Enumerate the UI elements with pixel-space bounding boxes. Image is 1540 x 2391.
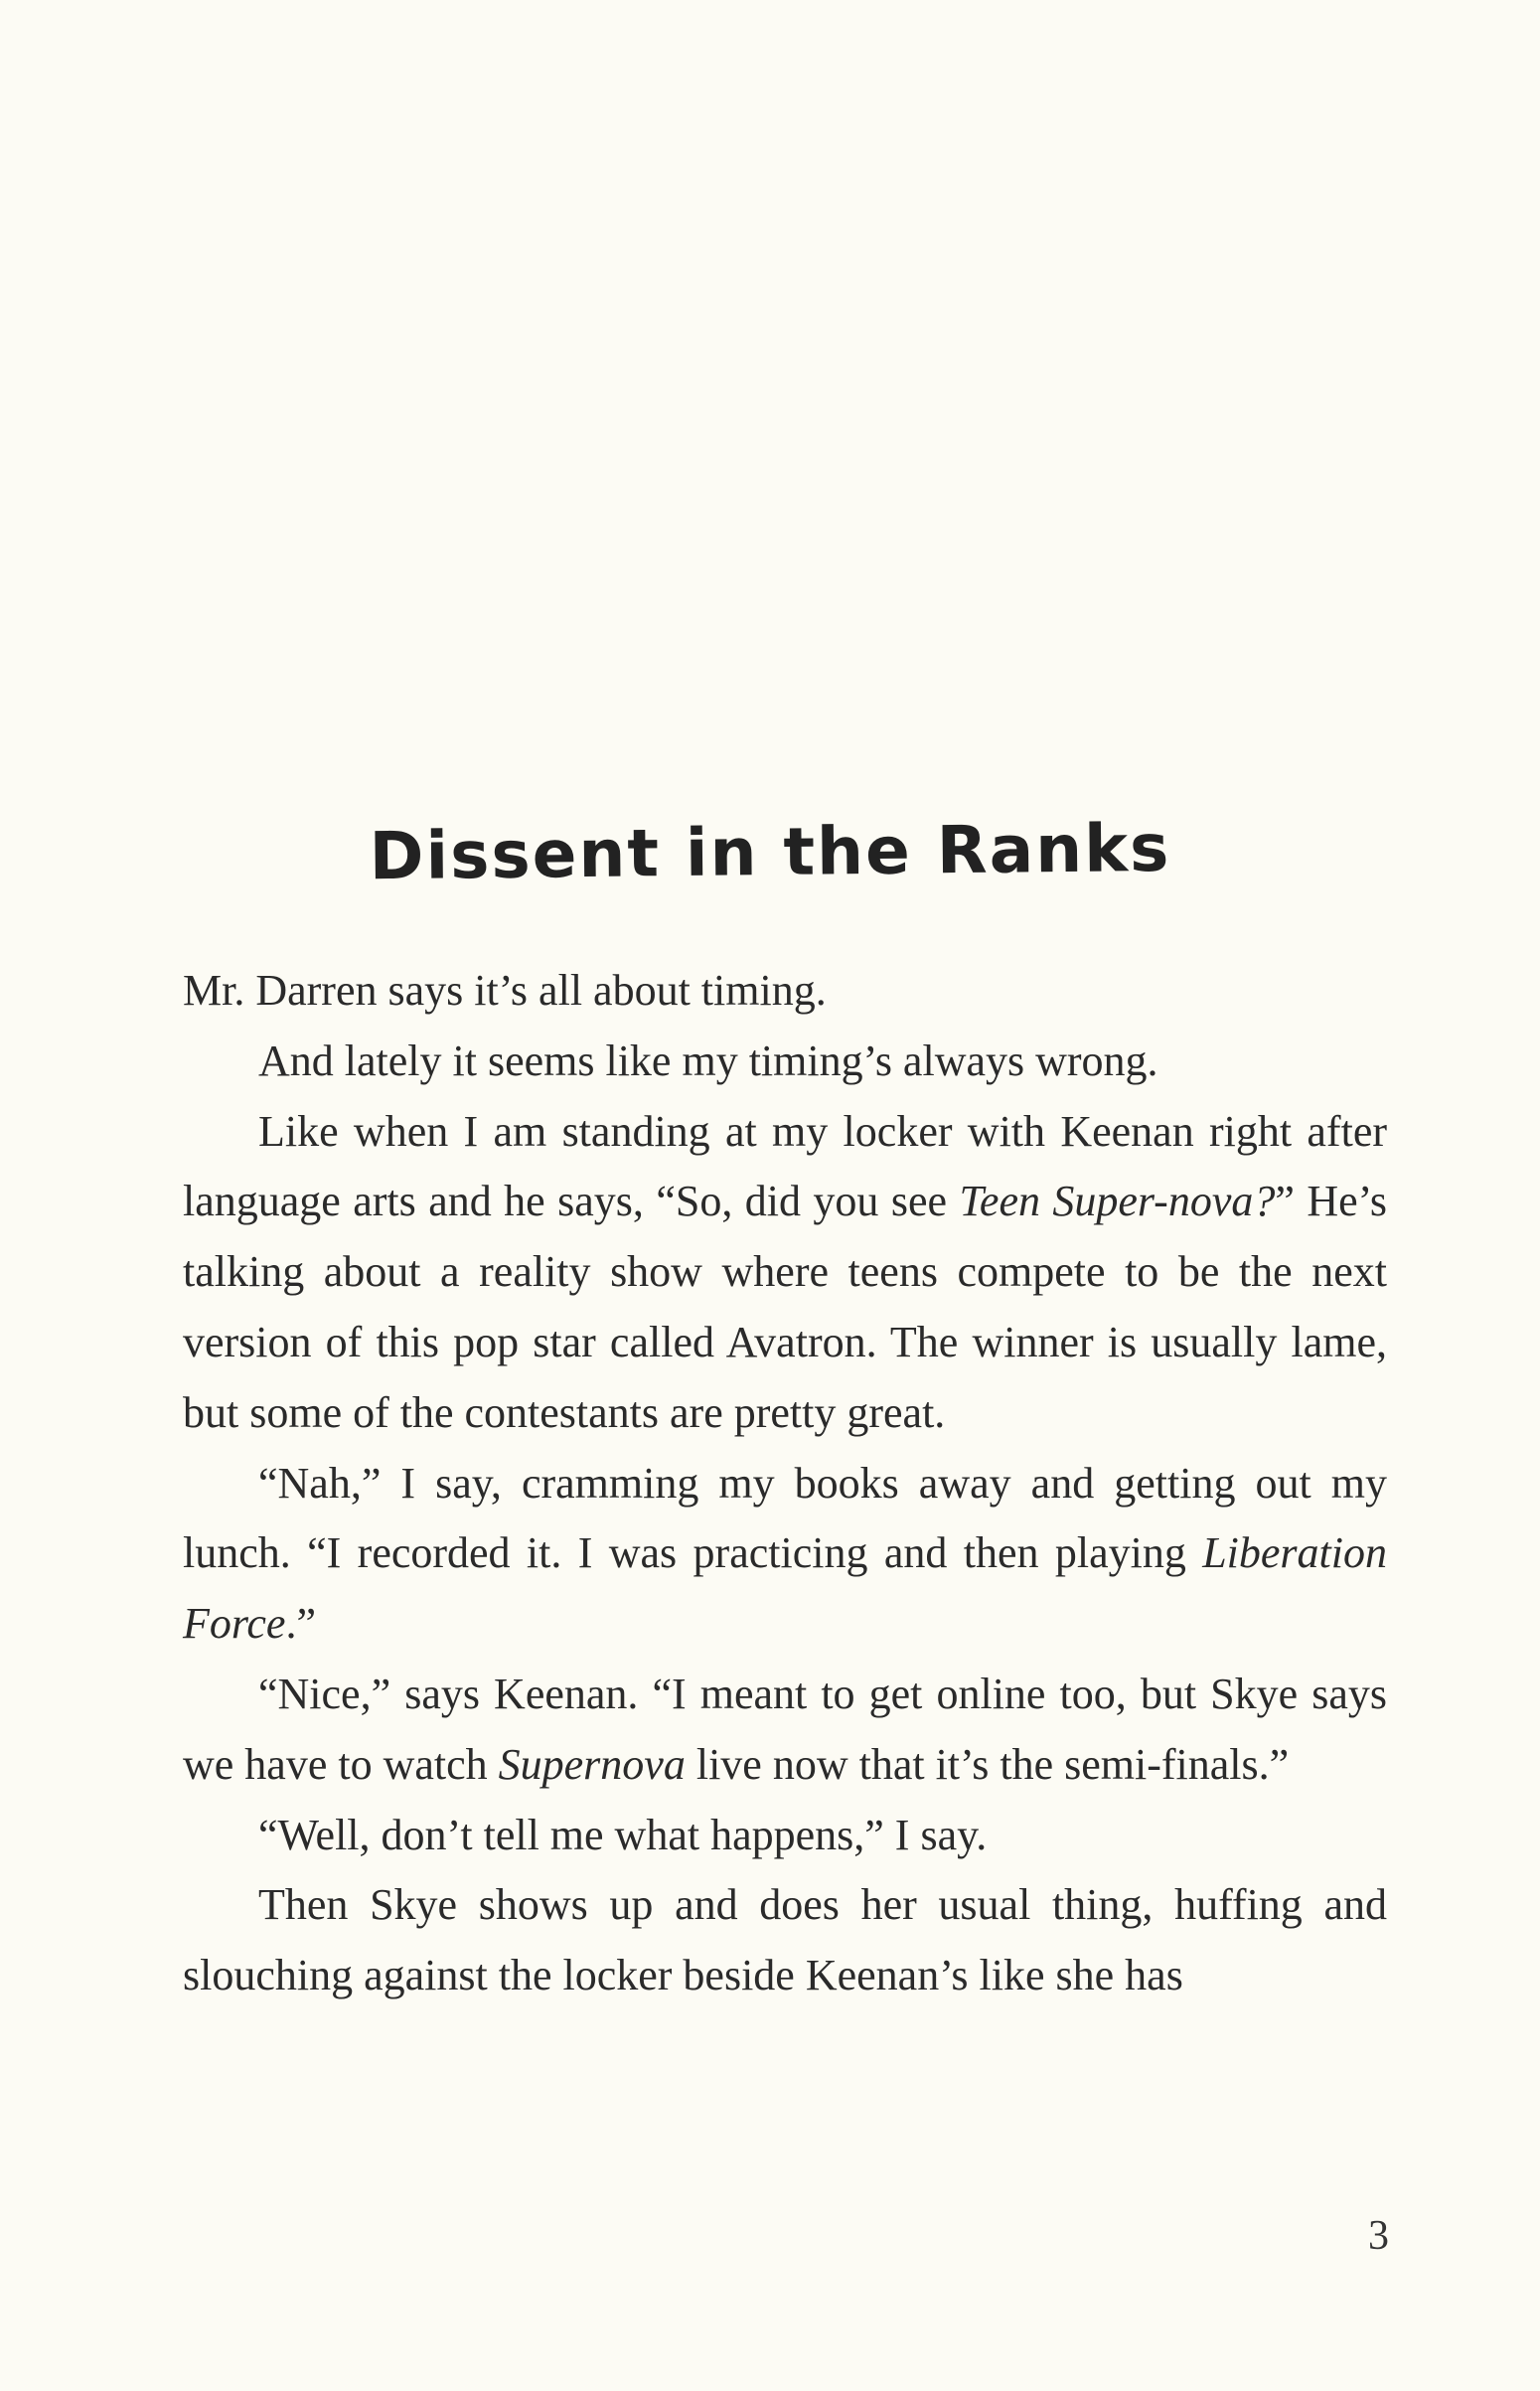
italic-text-segment: Supernova bbox=[498, 1739, 686, 1789]
italic-text-segment: Teen Super-nova? bbox=[959, 1177, 1276, 1226]
paragraph bbox=[183, 1027, 1387, 1097]
text-segment: Like when I am standing at my locker with Keenan right after language arts and he says, “So, did you see bbox=[183, 1106, 1387, 1226]
paragraph bbox=[183, 1801, 1387, 1871]
paragraph bbox=[183, 1449, 1387, 1660]
text-segment: “Nice,” says Keenan. “I meant to get online too, but Skye says we have to watch bbox=[183, 1669, 1387, 1789]
text-segment: “Nah,” I say, cramming my books away and getting out my lunch. “I recorded it. I was practicing and then playing bbox=[183, 1458, 1387, 1578]
text-segment: Mr. Darren says it’s all about timing. bbox=[183, 966, 827, 1015]
page-number: 3 bbox=[1368, 2213, 1389, 2259]
text-segment: ” He’s talking about a reality show where teens compete to be the next version of this pop star called Avatron. The winner is usually lame, but some of the contestants are pretty great. bbox=[183, 1177, 1387, 1437]
paragraph bbox=[183, 956, 1387, 1027]
chapter-title: Dissent in the Ranks bbox=[369, 809, 1171, 895]
body-text bbox=[183, 956, 1387, 2011]
paragraph bbox=[183, 1870, 1387, 2011]
italic-text-segment: Liberation Force bbox=[183, 1528, 1387, 1649]
text-segment: “Well, don’t tell me what happens,” I say. bbox=[258, 1810, 988, 1859]
paragraph bbox=[183, 1097, 1387, 1449]
text-segment: .” bbox=[285, 1599, 316, 1649]
text-segment: Then Skye shows up and does her usual thing, huffing and slouching against the locker beside Keenan’s like she has bbox=[183, 1880, 1387, 2000]
paragraph bbox=[183, 1660, 1387, 1801]
text-segment: And lately it seems like my timing’s always wrong. bbox=[258, 1036, 1158, 1085]
text-segment: live now that it’s the semi-finals.” bbox=[685, 1739, 1290, 1789]
